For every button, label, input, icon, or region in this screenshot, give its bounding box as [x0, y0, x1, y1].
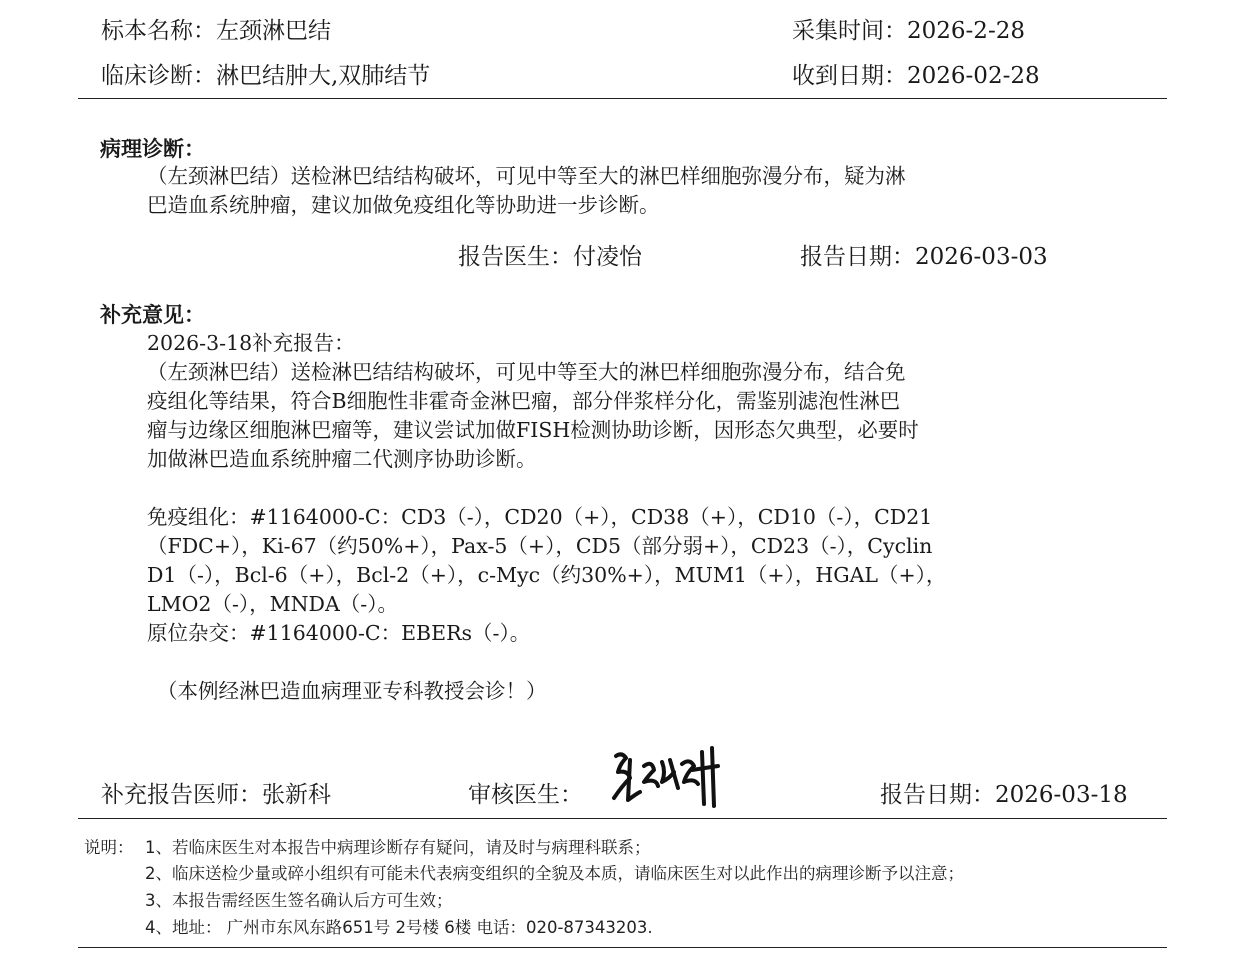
supplement-title: 补充意见：: [100, 302, 205, 327]
supplement-line-4: 瘤与边缘区细胞淋巴瘤等，建议尝试加做FISH检测协助诊断，因形态欠典型，必要时: [147, 418, 919, 442]
pathology-line-2: 巴造血系统肿瘤，建议加做免疫组化等协助进一步诊断。: [147, 193, 660, 217]
header-divider: [78, 98, 1167, 99]
supplement-line-5: 加做淋巴造血系统肿瘤二代测序协助诊断。: [147, 447, 537, 471]
consult-note: （本例经淋巴造血病理亚专科教授会诊！）: [157, 679, 547, 703]
ihc-line-1: 免疫组化：#1164000-C：CD3（-），CD20（+），CD38（+），CD10（-），CD21: [147, 505, 933, 529]
note-3: 3、本报告需经医生签名确认后方可生效；: [145, 891, 453, 910]
ihc-line-2: （FDC+），Ki-67（约50%+），Pax-5（+），CD5（部分弱+），CD23（-），Cyclin: [147, 534, 933, 558]
supplement-report-date: 报告日期：2026-03-18: [880, 782, 1128, 808]
ihc-line-3: D1（-），Bcl-6（+），Bcl-2（+），c-Myc（约30%+），MUM1（+），HGAL（+），: [147, 563, 947, 587]
received-date: 收到日期：2026-02-28: [792, 63, 1040, 89]
supplement-line-2: （左颈淋巴结）送检淋巴结结构破坏，可见中等至大的淋巴样细胞弥漫分布，结合免: [147, 360, 906, 384]
collect-time: 采集时间：2026-2-28: [792, 18, 1025, 44]
report-date: 报告日期：2026-03-03: [800, 244, 1048, 270]
supplement-line-1: 2026-3-18补充报告：: [147, 331, 355, 355]
signature-divider: [78, 818, 1167, 819]
pathology-title: 病理诊断：: [100, 136, 205, 161]
note-1: 1、若临床医生对本报告中病理诊断存有疑问，请及时与病理科联系；: [145, 838, 651, 857]
specimen-name: 标本名称：左颈淋巴结: [101, 18, 331, 44]
footer-divider: [78, 947, 1167, 948]
supplement-doctor: 补充报告医师：张新科: [101, 782, 331, 808]
note-2: 2、临床送检少量或碎小组织有可能未代表病变组织的全貌及本质，请临床医生对以此作出的病理诊断予以注意；: [145, 864, 964, 883]
notes-label: 说明：: [84, 838, 134, 857]
supplement-line-3: 疫组化等结果，符合B细胞性非霍奇金淋巴瘤，部分伴浆样分化，需鉴别滤泡性淋巴: [147, 389, 901, 413]
ihc-line-4: LMO2（-），MNDA（-）。: [147, 592, 398, 616]
reviewer-signature: [608, 742, 728, 812]
reviewer-label: 审核医生：: [468, 782, 583, 808]
report-doctor: 报告医生：付凌怡: [458, 244, 642, 270]
ish-line: 原位杂交：#1164000-C：EBERs（-）。: [147, 621, 531, 645]
note-4: 4、地址： 广州市东风东路651号 2号楼 6楼 电话：020-87343203.: [145, 918, 653, 937]
clinical-diagnosis: 临床诊断：淋巴结肿大,双肺结节: [101, 63, 431, 89]
pathology-line-1: （左颈淋巴结）送检淋巴结结构破坏，可见中等至大的淋巴样细胞弥漫分布，疑为淋: [147, 164, 906, 188]
